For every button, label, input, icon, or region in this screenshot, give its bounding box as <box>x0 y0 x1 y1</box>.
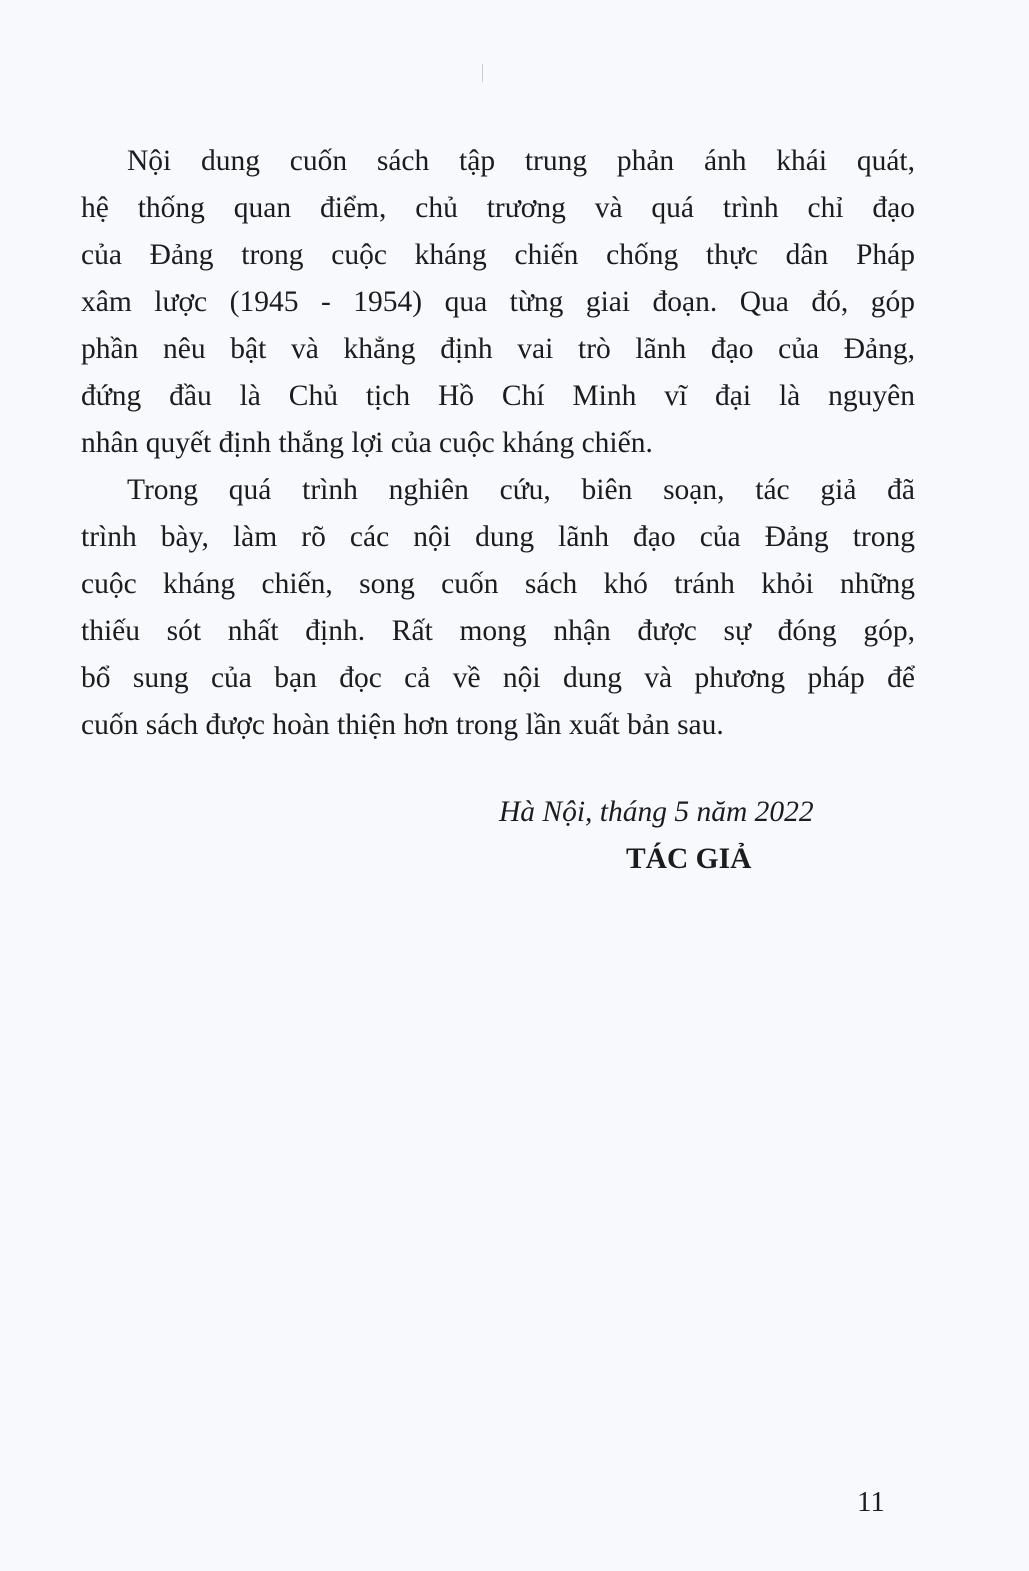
text-line: nhân quyết định thắng lợi của cuộc kháng chiến. <box>81 427 653 459</box>
text-line: thiếu sót nhất định. Rất mong nhận được sự đóng góp, <box>81 615 915 647</box>
text-line: hệ thống quan điểm, chủ trương và quá trình chỉ đạo <box>81 192 915 224</box>
scan-artifact-mark <box>482 64 483 82</box>
paragraph-2 <box>81 467 915 749</box>
text-line: của Đảng trong cuộc kháng chiến chống thực dân Pháp <box>81 239 915 271</box>
text-line: cuộc kháng chiến, song cuốn sách khó tránh khỏi những <box>81 568 915 600</box>
text-line: đứng đầu là Chủ tịch Hồ Chí Minh vĩ đại là nguyên <box>81 380 915 412</box>
author-label: TÁC GIẢ <box>626 843 752 875</box>
body-text <box>81 138 915 749</box>
paragraph-1 <box>81 138 915 467</box>
text-line: cuốn sách được hoàn thiện hơn trong lần xuất bản sau. <box>81 709 724 741</box>
text-line: trình bày, làm rõ các nội dung lãnh đạo của Đảng trong <box>81 521 915 553</box>
signature-block <box>0 790 1029 890</box>
place-and-date: Hà Nội, tháng 5 năm 2022 <box>499 796 814 828</box>
text-line: phần nêu bật và khẳng định vai trò lãnh đạo của Đảng, <box>81 333 915 365</box>
text-line: Nội dung cuốn sách tập trung phản ánh khái quát, <box>127 145 915 177</box>
text-line: xâm lược (1945 - 1954) qua từng giai đoạn. Qua đó, góp <box>81 286 915 318</box>
text-line: Trong quá trình nghiên cứu, biên soạn, tác giả đã <box>127 474 915 506</box>
page-number: 11 <box>857 1486 885 1518</box>
text-line: bổ sung của bạn đọc cả về nội dung và phương pháp để <box>81 662 915 694</box>
